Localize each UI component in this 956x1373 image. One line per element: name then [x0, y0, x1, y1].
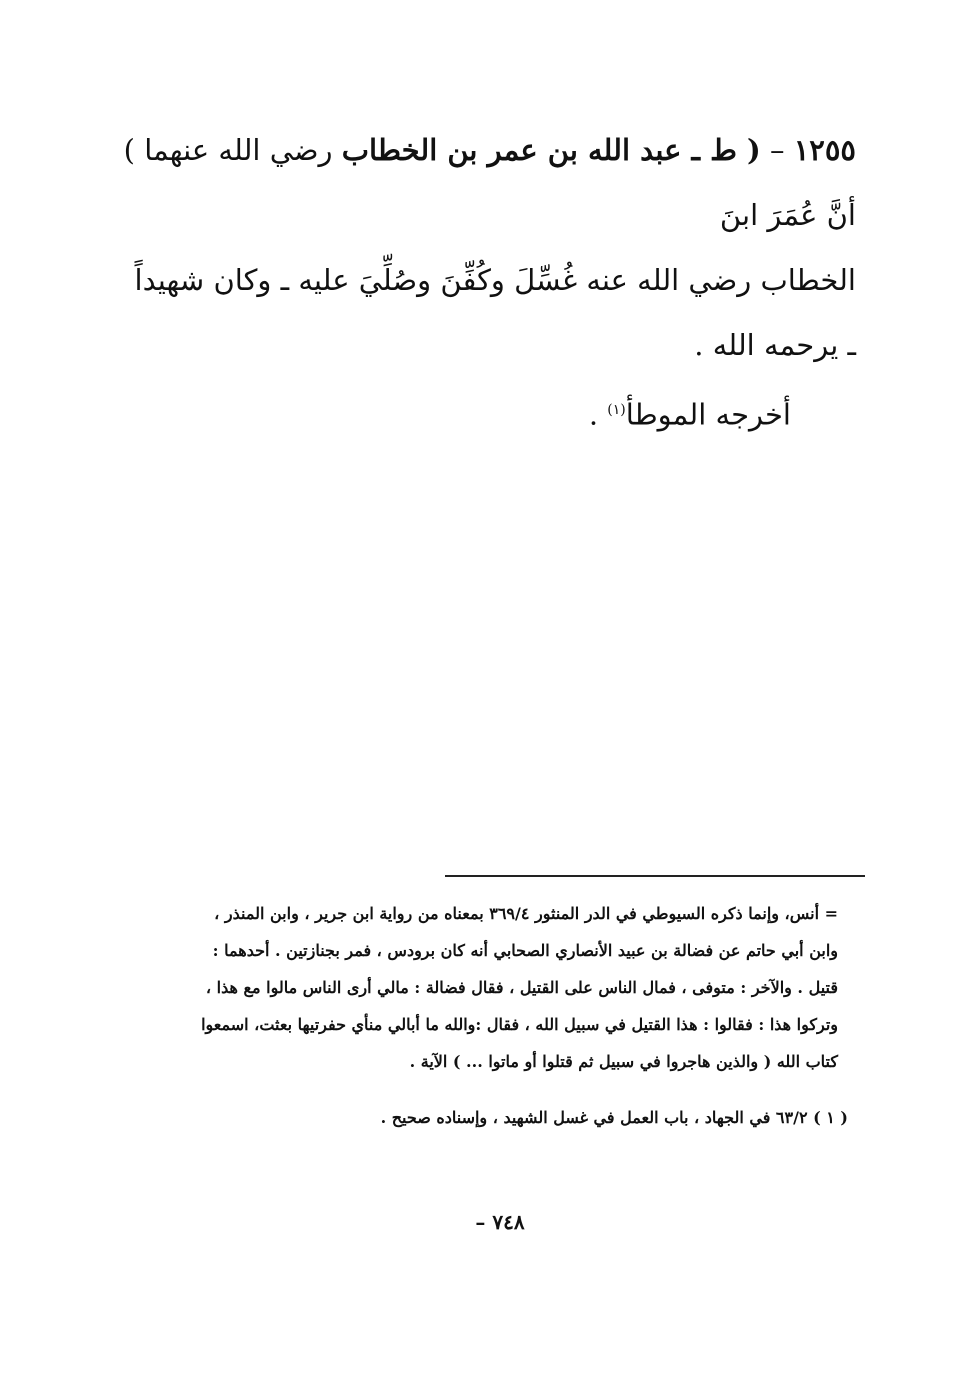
- source-code: ( ط ـ عبد الله بن عمر بن الخطاب: [341, 133, 761, 167]
- footnotes-continued: [128, 895, 838, 1080]
- hadith-line-3: [120, 378, 856, 448]
- footnote-1: [300, 1103, 848, 1133]
- footnote-line: وتركوا هذا : فقالوا : هذا القتيل في سبيل الله ، فقال :والله ما أبالي منأي حفرتيها بعثت، اسمعوا: [201, 1015, 838, 1034]
- page-number: ٧٤٨ –: [475, 1210, 525, 1234]
- footnote-1-text: ( ١ ) ٦٣/٢ في الجهاد ، باب العمل في غسل الشهيد ، وإسناده صحيح .: [380, 1108, 848, 1127]
- hadith-line-1-rest: رضي الله عنهما ) أنَّ عُمَرَ ابنَ: [123, 133, 856, 232]
- footnote-ref: (١): [607, 402, 626, 418]
- hadith-text: [120, 118, 856, 448]
- footnote-divider: [445, 875, 865, 877]
- takhrij-text: أخرجه الموطأ: [625, 397, 791, 432]
- hadith-line-2: الخطاب رضي الله عنه غُسِّلَ وكُفِّنَ وصُلِّيَ عليه ـ وكان شهيداً ـ يرحمه الله .: [134, 263, 856, 362]
- footnote-line: = أنس، وإنما ذكره السيوطي في الدر المنثور ٣٦٩/٤ بمعناه من رواية ابن جرير ، وابن المنذر ،: [214, 904, 838, 923]
- hadith-number: ١٢٥٥: [793, 133, 856, 167]
- hadith-line-1: [120, 118, 856, 248]
- line-end-period: .: [588, 397, 599, 432]
- footnote-line: قتيل . والآخر : متوفى ، فمال الناس على القتيل ، فقال فضالة : مالي أرى الناس مالوا مع هذا ،: [205, 978, 838, 997]
- hadith-dash: –: [769, 133, 785, 167]
- footnote-line: وابن أبي حاتم عن فضالة بن عبيد الأنصاري الصحابي أنه كان برودس ، فمر بجنازتين . أحدهما :: [212, 941, 838, 960]
- footnote-line: كتاب الله ( والذين هاجروا في سبيل ثم قتلوا أو ماتوا ... ) الآية .: [409, 1052, 838, 1071]
